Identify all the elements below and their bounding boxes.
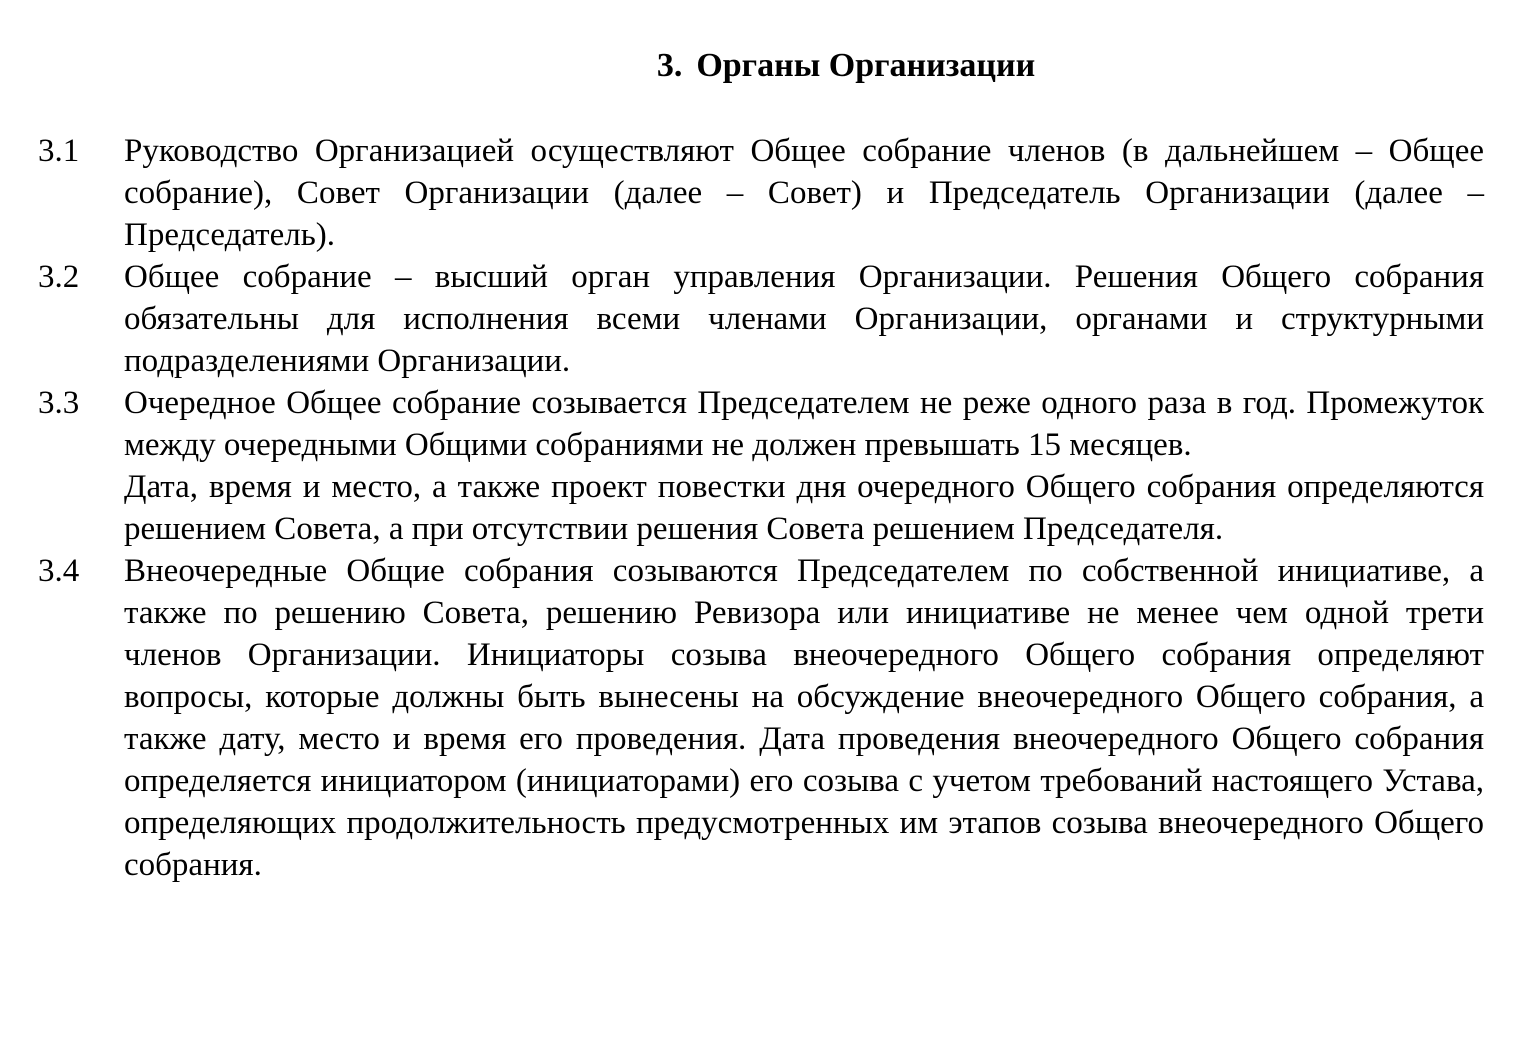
clause-body	[124, 130, 1484, 256]
clause-number: 3.4	[38, 553, 80, 589]
clause-list	[38, 130, 1484, 886]
clause-paragraph: Очередное Общее собрание созывается Председателем не реже одного раза в год. Промежуток между очередными Общими собраниями не должен превышать 15 месяцев.	[124, 385, 1484, 463]
clause-number: 3.3	[38, 385, 80, 421]
section-title: Органы Организации	[696, 47, 1036, 84]
clause-paragraph: Внеочередные Общие собрания созываются Председателем по собственной инициативе, а также по решению Совета, решению Ревизора или инициативе не менее чем одной трети членов Организации. Инициаторы созыва внеочередного Общего собрания определяют вопросы, которые должны быть вынесены на обсуждение внеочередного Общего собрания, а также дату, место и время его проведения. Дата проведения внеочередного Общего собрания определяется инициатором (инициаторами) его созыва с учетом требований настоящего Устава, определяющих продолжительность предусмотренных им этапов созыва внеочередного Общего собрания.	[124, 553, 1484, 883]
clause-3-3	[38, 382, 1484, 550]
clause-paragraph: Руководство Организацией осуществляют Общее собрание членов (в дальнейшем – Общее собрание), Совет Организации (далее – Совет) и Председатель Организации (далее – Председатель).	[124, 133, 1484, 253]
clause-body	[124, 550, 1484, 886]
clause-3-4	[38, 550, 1484, 886]
clause-paragraph: Общее собрание – высший орган управления Организации. Решения Общего собрания обязательны для исполнения всеми членами Организации, органами и структурными подразделениями Организации.	[124, 259, 1484, 379]
clause-body	[124, 256, 1484, 382]
clause-number: 3.2	[38, 259, 80, 295]
section-heading	[0, 44, 1520, 88]
clause-number: 3.1	[38, 133, 80, 169]
clause-body	[124, 382, 1484, 550]
clause-paragraph: Дата, время и место, а также проект повестки дня очередного Общего собрания определяются решением Совета, а при отсутствии решения Совета решением Председателя.	[124, 469, 1484, 547]
clause-3-2	[38, 256, 1484, 382]
clause-3-1	[38, 130, 1484, 256]
section-number: 3.	[656, 47, 683, 84]
